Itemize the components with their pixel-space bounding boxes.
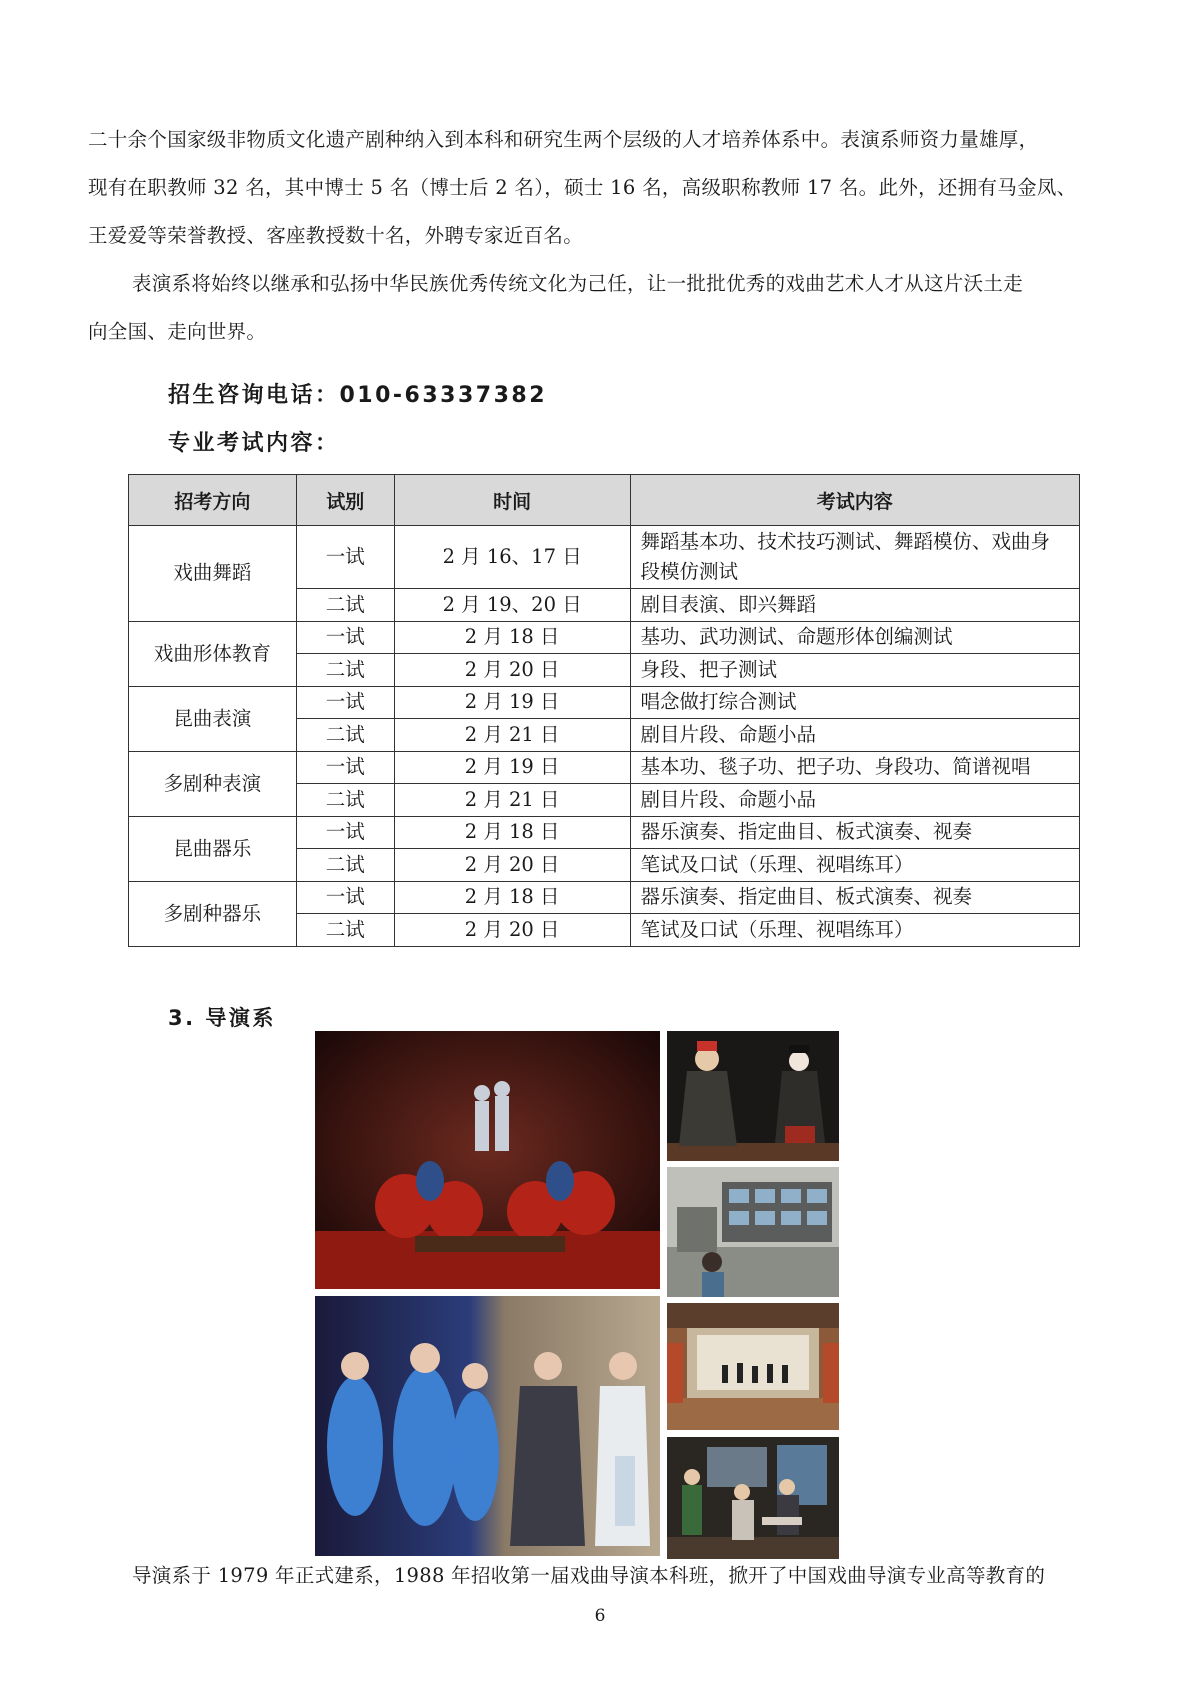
- table-row: [129, 621, 1080, 654]
- date-cell: 2 月 18 日: [394, 881, 630, 914]
- content-cell: 身段、把子测试: [630, 654, 1079, 687]
- content-cell: 基本功、毯子功、把子功、身段功、简谱视唱: [630, 751, 1079, 784]
- round-cell: 二试: [296, 589, 394, 622]
- paragraph-line: 表演系将始终以继承和弘扬中华民族优秀传统文化为己任，让一批批优秀的戏曲艺术人才从这片沃土走: [132, 272, 1024, 295]
- small-theater-photo: [667, 1303, 839, 1430]
- direction-cell: 昆曲表演: [129, 686, 297, 751]
- content-cell: 器乐演奏、指定曲目、板式演奏、视奏: [630, 881, 1079, 914]
- content-cell: 剧目表演、即兴舞蹈: [630, 589, 1079, 622]
- content-cell: 舞蹈基本功、技术技巧测试、舞蹈模仿、戏曲身段模仿测试: [630, 526, 1079, 589]
- paragraph-line: 王爱爱等荣誉教授、客座教授数十名，外聘专家近百名。: [88, 224, 584, 247]
- content-cell: 基功、武功测试、命题形体创编测试: [630, 621, 1079, 654]
- round-cell: 一试: [296, 526, 394, 589]
- costumed-cast-photo: [315, 1296, 660, 1556]
- paragraph-line: 二十余个国家级非物质文化遗产剧种纳入到本科和研究生两个层级的人才培养体系中。表演系师资力量雄厚，: [88, 128, 1039, 151]
- round-cell: 一试: [296, 881, 394, 914]
- table-row: [129, 751, 1080, 784]
- direction-cell: 多剧种器乐: [129, 881, 297, 946]
- round-cell: 一试: [296, 686, 394, 719]
- date-cell: 2 月 20 日: [394, 849, 630, 882]
- direction-cell: 多剧种表演: [129, 751, 297, 816]
- date-cell: 2 月 19、20 日: [394, 589, 630, 622]
- control-room-photo: [667, 1167, 839, 1297]
- content-cell: 器乐演奏、指定曲目、板式演奏、视奏: [630, 816, 1079, 849]
- section-heading-directing: 3. 导演系: [168, 1006, 276, 1030]
- round-cell: 二试: [296, 654, 394, 687]
- round-cell: 二试: [296, 914, 394, 947]
- directing-intro-paragraph: 导演系于 1979 年正式建系，1988 年招收第一届戏曲导演本科班，掀开了中国戏曲导演专业高等教育的: [132, 1564, 1046, 1587]
- content-cell: 剧目片段、命题小品: [630, 784, 1079, 817]
- content-cell: 笔试及口试（乐理、视唱练耳）: [630, 914, 1079, 947]
- direction-cell: 昆曲器乐: [129, 816, 297, 881]
- round-cell: 一试: [296, 621, 394, 654]
- page-number: 6: [594, 1606, 606, 1626]
- direction-cell: 戏曲形体教育: [129, 621, 297, 686]
- header-round: 试别: [296, 475, 394, 526]
- exam-content-heading: 专业考试内容：: [168, 431, 340, 456]
- table-header-row: [129, 475, 1080, 526]
- date-cell: 2 月 19 日: [394, 751, 630, 784]
- header-direction: 招考方向: [129, 475, 297, 526]
- date-cell: 2 月 18 日: [394, 816, 630, 849]
- date-cell: 2 月 20 日: [394, 654, 630, 687]
- round-cell: 二试: [296, 849, 394, 882]
- opera-actors-photo: [667, 1031, 839, 1161]
- header-content: 考试内容: [630, 475, 1079, 526]
- content-cell: 笔试及口试（乐理、视唱练耳）: [630, 849, 1079, 882]
- table-row: [129, 881, 1080, 914]
- stage-performance-photo: [315, 1031, 660, 1289]
- round-cell: 一试: [296, 816, 394, 849]
- content-cell: 剧目片段、命题小品: [630, 719, 1079, 752]
- content-cell: 唱念做打综合测试: [630, 686, 1079, 719]
- direction-cell: 戏曲舞蹈: [129, 526, 297, 622]
- header-date: 时间: [394, 475, 630, 526]
- table-row: [129, 686, 1080, 719]
- round-cell: 二试: [296, 784, 394, 817]
- exam-schedule-table: [128, 474, 1080, 947]
- table-row: [129, 816, 1080, 849]
- drama-scene-photo: [667, 1437, 839, 1559]
- round-cell: 一试: [296, 751, 394, 784]
- contact-phone: 招生咨询电话：010-63337382: [168, 383, 548, 408]
- table-row: [129, 526, 1080, 589]
- paragraph-line: 现有在职教师 32 名，其中博士 5 名（博士后 2 名），硕士 16 名，高级职称教师 17 名。此外，还拥有马金凤、: [88, 176, 1077, 199]
- paragraph-line: 向全国、走向世界。: [88, 320, 267, 343]
- date-cell: 2 月 18 日: [394, 621, 630, 654]
- date-cell: 2 月 21 日: [394, 719, 630, 752]
- date-cell: 2 月 19 日: [394, 686, 630, 719]
- date-cell: 2 月 20 日: [394, 914, 630, 947]
- date-cell: 2 月 16、17 日: [394, 526, 630, 589]
- date-cell: 2 月 21 日: [394, 784, 630, 817]
- round-cell: 二试: [296, 719, 394, 752]
